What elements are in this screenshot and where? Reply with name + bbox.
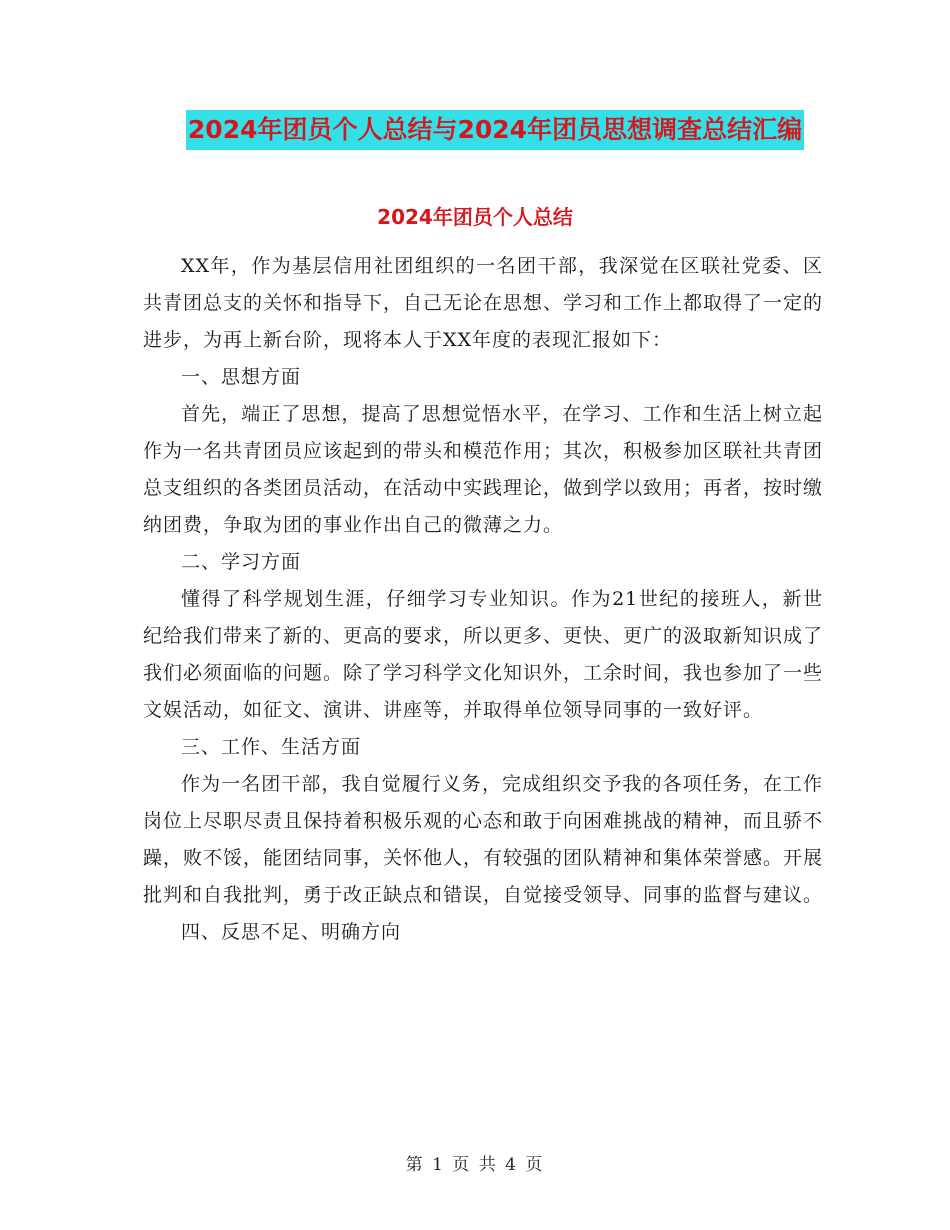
document-title-wrap (0, 110, 950, 150)
document-body (143, 248, 823, 951)
paragraph-intro: XX年，作为基层信用社团组织的一名团干部，我深觉在区联社党委、区共青团总支的关怀和指导下，自己无论在思想、学习和工作上都取得了一定的进步，为再上新台阶，现将本人于XX年度的表现汇报如下： (143, 255, 824, 351)
heading-thought: 一、思想方面 (181, 366, 302, 388)
heading-reflection: 四、反思不足、明确方向 (181, 921, 402, 943)
page-number-footer: 第 1 页 共 4 页 (405, 1155, 545, 1175)
heading-study: 二、学习方面 (181, 551, 302, 573)
document-title: 2024年团员个人总结与2024年团员思想调查总结汇编 (186, 110, 804, 150)
heading-work-life: 三、工作、生活方面 (181, 736, 362, 758)
paragraph-study: 懂得了科学规划生涯，仔细学习专业知识。作为21世纪的接班人，新世纪给我们带来了新的、更高的要求，所以更多、更快、更广的汲取新知识成了我们必须面临的问题。除了学习科学文化知识外，工余时间，我也参加了一些文娱活动，如征文、演讲、讲座等，并取得单位领导同事的一致好评。 (143, 588, 824, 721)
section-title: 2024年团员个人总结 (377, 205, 573, 229)
paragraph-work-life: 作为一名团干部，我自觉履行义务，完成组织交予我的各项任务，在工作岗位上尽职尽责且保持着积极乐观的心态和敢于向困难挑战的精神，而且骄不躁，败不馁，能团结同事，关怀他人，有较强的团队精神和集体荣誉感。开展批判和自我批判，勇于改正缺点和错误，自觉接受领导、同事的监督与建议。 (143, 773, 824, 906)
paragraph-thought: 首先，端正了思想，提高了思想觉悟水平，在学习、工作和生活上树立起作为一名共青团员应该起到的带头和模范作用；其次，积极参加区联社共青团总支组织的各类团员活动，在活动中实践理论，做到学以致用；再者，按时缴纳团费，争取为团的事业作出自己的微薄之力。 (143, 403, 824, 536)
